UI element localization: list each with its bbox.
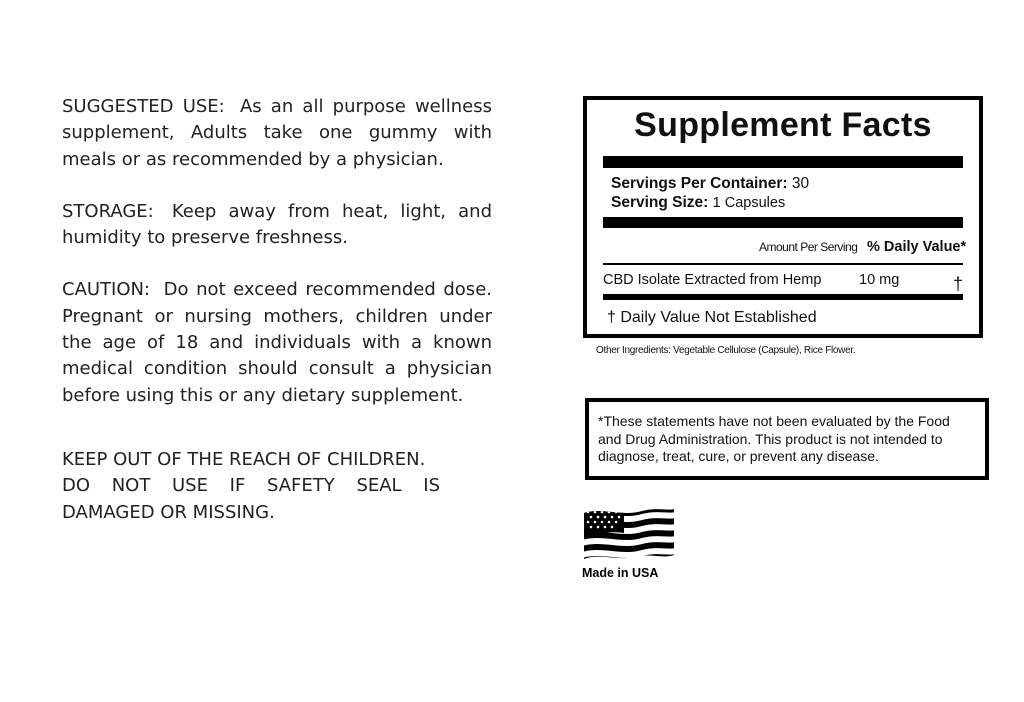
warnings: [62, 447, 492, 526]
made-in-usa-badge: [582, 507, 676, 580]
divider-bar: [603, 294, 963, 300]
suggested-use-text: As an all purpose wellness supplement, Adults take one gummy with meals or as recommended by a physician.: [62, 96, 492, 170]
serving-size: [611, 194, 785, 212]
ingredient-amount: 10 mg: [859, 272, 900, 288]
daily-value-header: % Daily Value*: [867, 239, 967, 255]
directions-panel: [62, 94, 492, 526]
storage-paragraph: [62, 199, 492, 252]
suggested-use-label: SUGGESTED USE:: [62, 96, 225, 117]
daily-value-footnote: † Daily Value Not Established: [607, 309, 817, 326]
divider-line: [603, 263, 963, 265]
fda-disclaimer: *These statements have not been evaluated by the Food and Drug Administration. This product is not intended to diagnose, treat, cure, or prevent any disease.: [585, 398, 989, 480]
serving-size-label: Serving Size:: [611, 194, 709, 211]
ingredient-name: CBD Isolate Extracted from Hemp: [603, 272, 822, 288]
divider-bar: [603, 156, 963, 168]
caution-paragraph: [62, 277, 492, 408]
usa-flag-icon: [582, 507, 676, 561]
keep-out-warning: KEEP OUT OF THE REACH OF CHILDREN.: [62, 448, 426, 470]
safety-seal-warning: DO NOT USE IF SAFETY SEAL IS DAMAGED OR MISSING.: [62, 475, 440, 523]
servings-value: 30: [791, 175, 810, 192]
ingredient-daily-value: †: [953, 274, 964, 294]
servings-label: Servings Per Container:: [611, 175, 788, 192]
supplement-facts-title: Supplement Facts: [634, 106, 932, 144]
caution-label: CAUTION:: [62, 279, 151, 301]
storage-text: Keep away from heat, light, and humidity to preserve freshness.: [62, 200, 492, 249]
supplement-facts-panel: [583, 96, 983, 338]
amount-per-serving-header: Amount Per Serving: [759, 240, 858, 254]
suggested-use-paragraph: [62, 94, 492, 173]
servings-per-container: [611, 175, 809, 193]
divider-bar: [603, 217, 963, 228]
made-in-usa-label: Made in USA: [582, 566, 659, 580]
serving-size-value: 1 Capsules: [712, 195, 786, 211]
caution-text: Do not exceed recommended dose. Pregnant or nursing mothers, children under the age of 18 and individuals with a known medical condition should consult a physician before using this or any dietary supplement.: [62, 279, 492, 406]
other-ingredients: Other Ingredients: Vegetable Cellulose (Capsule), Rice Flower.: [596, 345, 856, 356]
storage-label: STORAGE:: [62, 200, 154, 222]
